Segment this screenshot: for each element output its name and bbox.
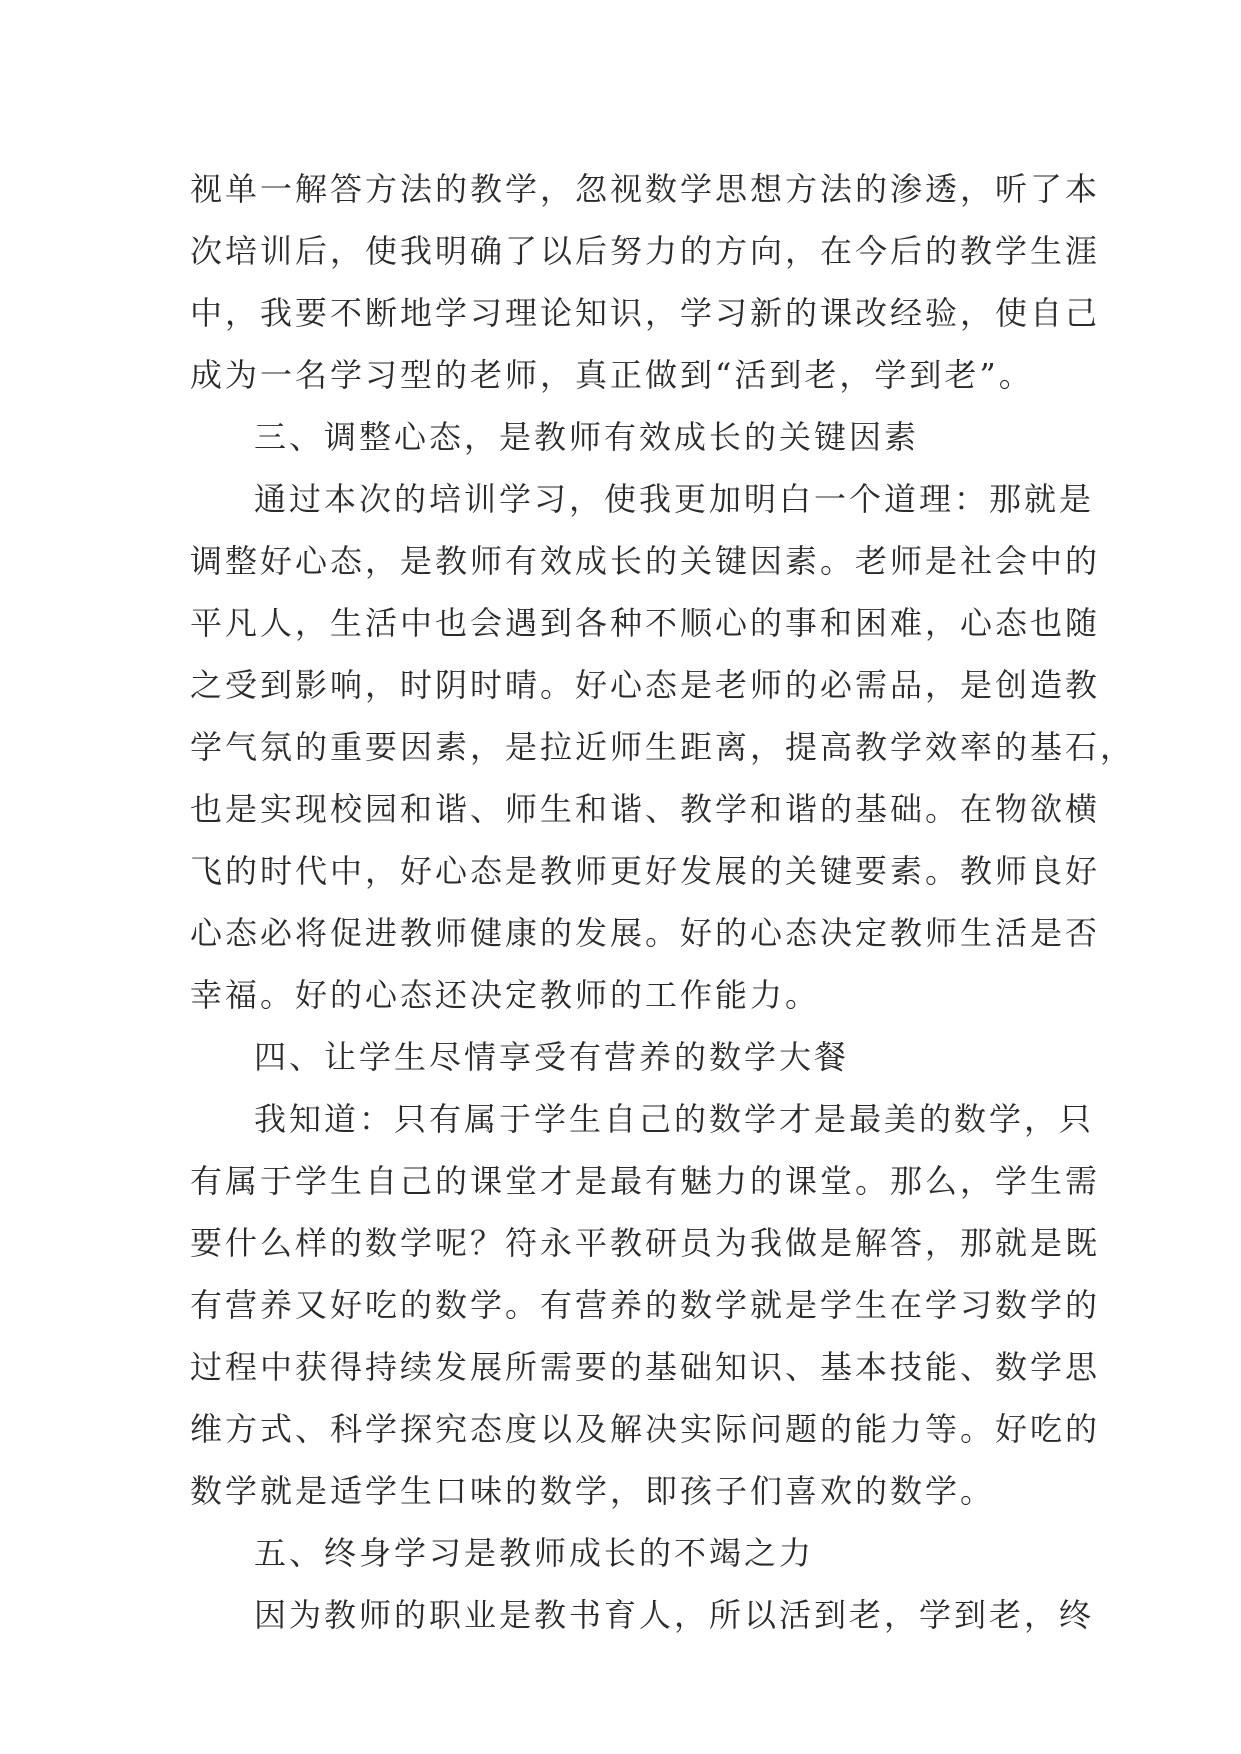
paragraph-line-indented: 因为教师的职业是教书育人，所以活到老，学到老，终 bbox=[254, 1596, 1095, 1634]
paragraph-line-indented: 五、终身学习是教师成长的不竭之力 bbox=[254, 1534, 815, 1572]
paragraph-line: 之受到影响，时阴时晴。好心态是老师的必需品，是创造教 bbox=[190, 666, 1101, 704]
paragraph-line-indented: 我知道：只有属于学生自己的数学才是最美的数学，只 bbox=[254, 1100, 1095, 1138]
paragraph-line: 飞的时代中，好心态是教师更好发展的关键要素。教师良好 bbox=[190, 852, 1101, 890]
paragraph-line: 视单一解答方法的教学，忽视数学思想方法的渗透，听了本 bbox=[190, 170, 1101, 208]
paragraph-line: 成为一名学习型的老师，真正做到“活到老，学到老”。 bbox=[190, 356, 1034, 394]
paragraph-line: 心态必将促进教师健康的发展。好的心态决定教师生活是否 bbox=[190, 914, 1101, 952]
document-body bbox=[190, 158, 1136, 1646]
paragraph-line: 幸福。好的心态还决定教师的工作能力。 bbox=[190, 976, 821, 1014]
paragraph-line: 要什么样的数学呢？符永平教研员为我做是解答，那就是既 bbox=[190, 1224, 1101, 1262]
paragraph-line-indented: 通过本次的培训学习，使我更加明白一个道理：那就是 bbox=[254, 480, 1095, 518]
paragraph-line: 平凡人，生活中也会遇到各种不顺心的事和困难，心态也随 bbox=[190, 604, 1101, 642]
paragraph-line: 学气氛的重要因素，是拉近师生距离，提高教学效率的基石， bbox=[190, 728, 1136, 766]
paragraph-line: 有营养又好吃的数学。有营养的数学就是学生在学习数学的 bbox=[190, 1286, 1101, 1324]
paragraph-line: 也是实现校园和谐、师生和谐、教学和谐的基础。在物欲横 bbox=[190, 790, 1101, 828]
paragraph-line: 调整好心态，是教师有效成长的关键因素。老师是社会中的 bbox=[190, 542, 1101, 580]
paragraph-line: 过程中获得持续发展所需要的基础知识、基本技能、数学思 bbox=[190, 1348, 1101, 1386]
paragraph-line: 中，我要不断地学习理论知识，学习新的课改经验，使自己 bbox=[190, 294, 1101, 332]
paragraph-line: 数学就是适学生口味的数学，即孩子们喜欢的数学。 bbox=[190, 1472, 996, 1510]
paragraph-line-indented: 三、调整心态，是教师有效成长的关键因素 bbox=[254, 418, 920, 456]
paragraph-line-indented: 四、让学生尽情享受有营养的数学大餐 bbox=[254, 1038, 850, 1076]
paragraph-line: 有属于学生自己的课堂才是最有魅力的课堂。那么，学生需 bbox=[190, 1162, 1101, 1200]
paragraph-line: 次培训后，使我明确了以后努力的方向，在今后的教学生涯 bbox=[190, 232, 1101, 270]
paragraph-line: 维方式、科学探究态度以及解决实际问题的能力等。好吃的 bbox=[190, 1410, 1101, 1448]
